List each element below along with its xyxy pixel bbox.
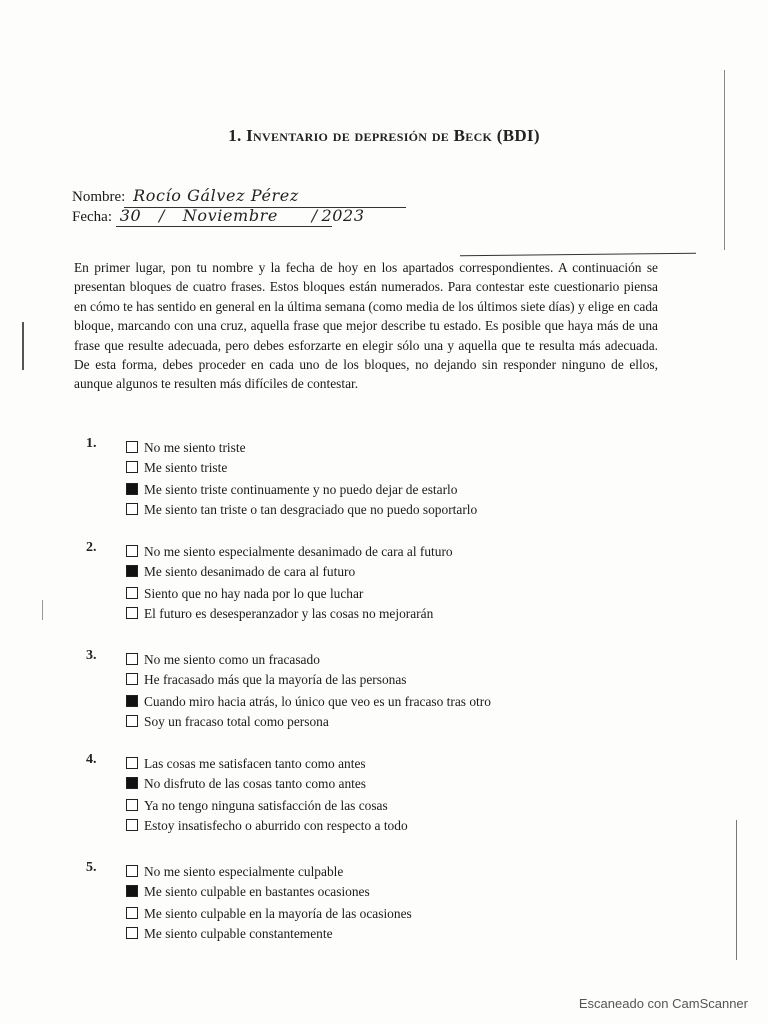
answer-option[interactable] bbox=[126, 776, 366, 792]
checkbox[interactable] bbox=[126, 545, 138, 557]
question-number: 4. bbox=[86, 752, 97, 767]
fecha-separator: / bbox=[311, 206, 318, 225]
answer-option[interactable] bbox=[126, 460, 227, 476]
answer-text: Ya no tengo ninguna satisfacción de las cosas bbox=[144, 798, 388, 813]
fecha-underline bbox=[116, 226, 332, 227]
answer-option[interactable] bbox=[126, 714, 329, 730]
answer-option[interactable] bbox=[126, 818, 408, 834]
question-number: 5. bbox=[86, 860, 97, 875]
checkbox[interactable] bbox=[126, 587, 138, 599]
checked-checkbox[interactable] bbox=[126, 777, 138, 789]
answer-text: Me siento triste bbox=[144, 460, 228, 475]
answer-option[interactable] bbox=[126, 926, 333, 942]
answer-option[interactable] bbox=[126, 440, 246, 456]
checkbox[interactable] bbox=[126, 819, 138, 831]
answer-text: Cuando miro hacia atrás, lo único que veo es un fracaso tras otro bbox=[144, 694, 491, 709]
question-number: 3. bbox=[86, 648, 97, 663]
answer-text: Me siento triste continuamente y no puedo dejar de estarlo bbox=[144, 482, 458, 497]
answer-option[interactable] bbox=[126, 864, 343, 880]
checkbox[interactable] bbox=[126, 715, 138, 727]
page-title bbox=[0, 126, 768, 146]
nombre-handwritten-value: Rocío Gálvez Pérez bbox=[133, 186, 299, 205]
checked-checkbox[interactable] bbox=[126, 565, 138, 577]
checkbox[interactable] bbox=[126, 441, 138, 453]
fecha-month: Noviembre bbox=[182, 206, 278, 225]
answer-text: Soy un fracaso total como persona bbox=[144, 714, 329, 729]
question-number: 1. bbox=[86, 436, 97, 451]
answer-text: Me siento desanimado de cara al futuro bbox=[144, 564, 356, 579]
answer-text: Me siento tan triste o tan desgraciado que no puedo soportarlo bbox=[144, 502, 478, 517]
answer-text: No me siento como un fracasado bbox=[144, 652, 320, 667]
scan-edge-mark bbox=[724, 70, 725, 250]
scan-margin-mark bbox=[42, 600, 43, 620]
answer-option[interactable] bbox=[126, 482, 457, 498]
answer-option[interactable] bbox=[126, 586, 363, 602]
answer-text: Me siento culpable en la mayoría de las ocasiones bbox=[144, 906, 412, 921]
checkbox[interactable] bbox=[126, 799, 138, 811]
checkbox[interactable] bbox=[126, 757, 138, 769]
fecha-day: 30 bbox=[119, 206, 142, 225]
instructions-paragraph: En primer lugar, pon tu nombre y la fecha de hoy en los apartados correspondientes. A continuación se presentan bloques de cuatro frases. Estos bloques están numerados. Para contestar este cuestionario piensa en cómo te has sentido en general en la última semana (como media de los últimos siete días) y elige en cada bloque, marcando con una cruz, aquella frase que mejor describe tu estado. Es posible que haya más de una frase que resulte adecuada, pero debes esforzarte en elegir sólo una y aquella que te resulta más adecuada. De esta forma, debes proceder en cada uno de los bloques, no dejando sin responder ninguno de ellos, aunque algunos te resulten más difíciles de contestar. bbox=[74, 260, 658, 392]
fecha-field bbox=[72, 206, 365, 226]
answer-text: Siento que no hay nada por lo que luchar bbox=[144, 586, 364, 601]
scanner-watermark: Escaneado con CamScanner bbox=[578, 996, 748, 1011]
fecha-year: 2023 bbox=[321, 206, 365, 225]
answer-text: Estoy insatisfecho o aburrido con respecto a todo bbox=[144, 818, 408, 833]
fecha-separator: / bbox=[159, 206, 166, 225]
answer-option[interactable] bbox=[126, 884, 370, 900]
checked-checkbox[interactable] bbox=[126, 885, 138, 897]
checkbox[interactable] bbox=[126, 865, 138, 877]
answer-text: He fracasado más que la mayoría de las personas bbox=[144, 672, 407, 687]
answer-text: El futuro es desesperanzador y las cosas no mejorarán bbox=[144, 606, 434, 621]
checkbox[interactable] bbox=[126, 653, 138, 665]
answer-text: Las cosas me satisfacen tanto como antes bbox=[144, 756, 366, 771]
scan-stroke bbox=[460, 253, 696, 256]
answer-text: Me siento culpable en bastantes ocasiones bbox=[144, 884, 370, 899]
nombre-label: Nombre: bbox=[72, 189, 126, 205]
checked-checkbox[interactable] bbox=[126, 695, 138, 707]
answer-text: No me siento especialmente desanimado de cara al futuro bbox=[144, 544, 453, 559]
nombre-field bbox=[72, 186, 299, 206]
answer-text: Me siento culpable constantemente bbox=[144, 926, 333, 941]
answer-text: No me siento especialmente culpable bbox=[144, 864, 344, 879]
answer-option[interactable] bbox=[126, 672, 407, 688]
answer-text: No me siento triste bbox=[144, 440, 246, 455]
checkbox[interactable] bbox=[126, 673, 138, 685]
answer-option[interactable] bbox=[126, 694, 491, 710]
answer-option[interactable] bbox=[126, 606, 433, 622]
checkbox[interactable] bbox=[126, 907, 138, 919]
answer-option[interactable] bbox=[126, 756, 366, 772]
scan-edge-mark bbox=[736, 820, 737, 960]
answer-option[interactable] bbox=[126, 652, 320, 668]
answer-option[interactable] bbox=[126, 798, 388, 814]
checkbox[interactable] bbox=[126, 927, 138, 939]
checkbox[interactable] bbox=[126, 461, 138, 473]
answer-option[interactable] bbox=[126, 564, 355, 580]
answer-option[interactable] bbox=[126, 906, 412, 922]
answer-option[interactable] bbox=[126, 502, 477, 518]
checkbox[interactable] bbox=[126, 503, 138, 515]
scan-margin-mark bbox=[22, 322, 24, 370]
fecha-label: Fecha: bbox=[72, 209, 112, 225]
question-number: 2. bbox=[86, 540, 97, 555]
title-number: 1. bbox=[228, 126, 242, 145]
title-text: Inventario de depresión de Beck (BDI) bbox=[246, 126, 540, 145]
checkbox[interactable] bbox=[126, 607, 138, 619]
answer-text: No disfruto de las cosas tanto como antes bbox=[144, 776, 367, 791]
answer-option[interactable] bbox=[126, 544, 453, 560]
checked-checkbox[interactable] bbox=[126, 483, 138, 495]
